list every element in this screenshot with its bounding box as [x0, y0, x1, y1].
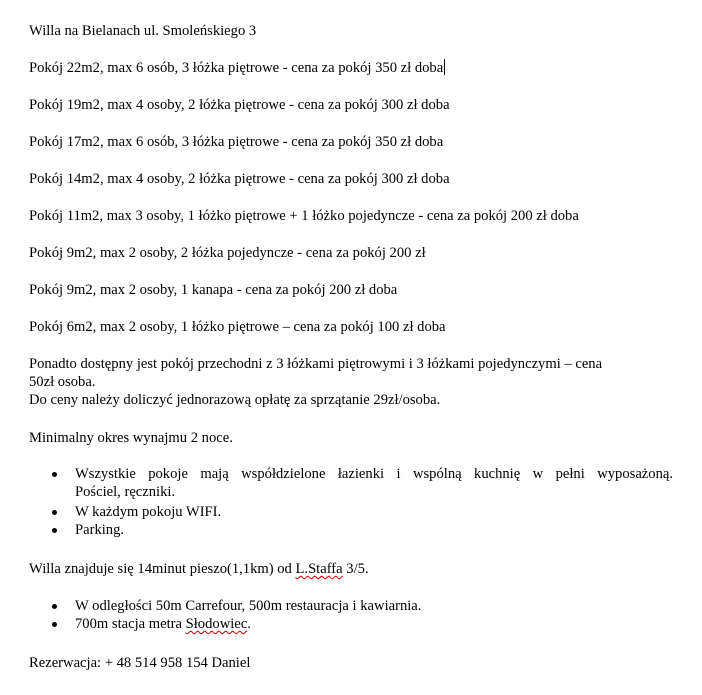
- room-text: Pokój 22m2, max 6 osób, 3 łóżka piętrowe - cena za pokój 350 zł doba: [29, 60, 444, 76]
- bullet-dot-icon: [52, 528, 57, 533]
- amenity-text: Parking.: [75, 522, 125, 538]
- amenity-text: W każdym pokoju WIFI.: [75, 504, 222, 520]
- cleaning-fee-line: Do ceny należy doliczyć jednorazową opłatę za sprzątanie 29zł/osoba.: [29, 392, 441, 408]
- room-line-1: [29, 59, 445, 77]
- amenity-text-continued: Pościel, ręczniki.: [75, 484, 176, 500]
- bullet-dot-icon: [52, 604, 57, 609]
- nearby-prefix: 700m stacja metra: [75, 616, 186, 632]
- location-place-spellcheck: L.Staffa: [295, 561, 343, 577]
- text-cursor: [444, 59, 445, 75]
- location-line: [29, 560, 369, 578]
- location-suffix: 3/5.: [342, 561, 369, 577]
- extra-room-line-2: 50zł osoba.: [29, 374, 96, 390]
- bullet-dot-icon: [52, 510, 57, 515]
- room-line-8: Pokój 6m2, max 2 osoby, 1 łóżko piętrowe – cena za pokój 100 zł doba: [29, 319, 446, 335]
- extra-room-line-1: Ponadto dostępny jest pokój przechodni z 3 łóżkami piętrowymi i 3 łóżkami pojedynczymi – cena: [29, 356, 603, 372]
- room-line-7: Pokój 9m2, max 2 osoby, 1 kanapa - cena za pokój 200 zł doba: [29, 282, 398, 298]
- room-line-2: Pokój 19m2, max 4 osoby, 2 łóżka piętrowe - cena za pokój 300 zł doba: [29, 97, 450, 113]
- document-header: Willa na Bielanach ul. Smoleńskiego 3: [29, 23, 257, 39]
- bullet-dot-icon: [52, 472, 57, 477]
- nearby-suffix: .: [247, 616, 251, 632]
- bullet-dot-icon: [52, 622, 57, 627]
- nearby-text: W odległości 50m Carrefour, 500m restauracja i kawiarnia.: [75, 598, 422, 614]
- nearby-text: [75, 615, 251, 633]
- nearby-place-spellcheck: Słodowiec: [185, 616, 248, 632]
- room-line-3: Pokój 17m2, max 6 osób, 3 łóżka piętrowe - cena za pokój 350 zł doba: [29, 134, 444, 150]
- reservation-line: Rezerwacja: + 48 514 958 154 Daniel: [29, 655, 251, 671]
- amenity-text: Wszystkie pokoje mają współdzielone łazienki i wspólną kuchnię w pełni wyposażoną.: [75, 466, 673, 482]
- room-line-4: Pokój 14m2, max 4 osoby, 2 łóżka piętrowe - cena za pokój 300 zł doba: [29, 171, 450, 187]
- min-stay-line: Minimalny okres wynajmu 2 noce.: [29, 430, 233, 446]
- room-line-6: Pokój 9m2, max 2 osoby, 2 łóżka pojedyncze - cena za pokój 200 zł: [29, 245, 426, 261]
- room-line-5: Pokój 11m2, max 3 osoby, 1 łóżko piętrowe + 1 łóżko pojedyncze - cena za pokój 200 zł doba: [29, 208, 579, 224]
- location-prefix: Willa znajduje się 14minut pieszo(1,1km) od: [29, 561, 296, 577]
